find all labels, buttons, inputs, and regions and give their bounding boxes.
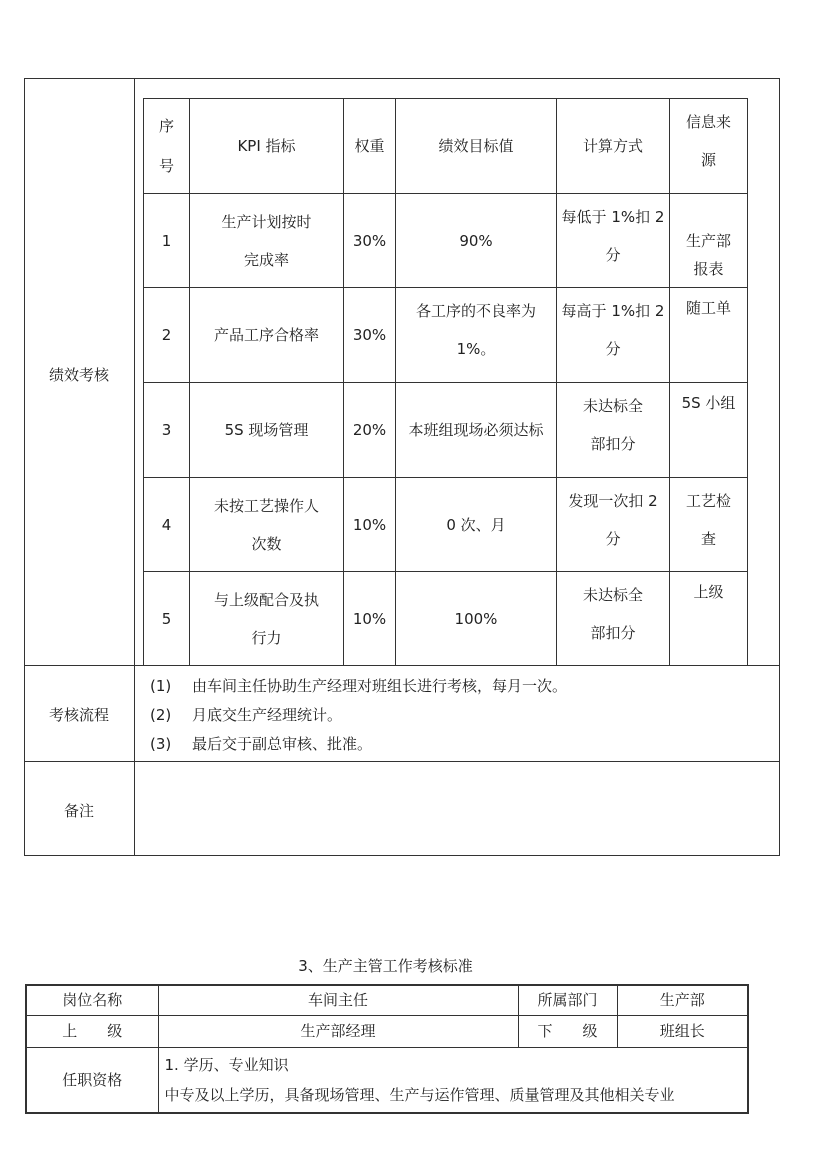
cell-target: 0 次、月 <box>396 478 557 572</box>
table-row <box>144 288 748 383</box>
header-no: 序号 <box>144 99 190 194</box>
table-row <box>26 1015 748 1047</box>
row-label-performance: 绩效考核 <box>48 366 109 384</box>
item-number: (2) <box>150 706 172 724</box>
kpi-table <box>143 98 748 666</box>
process-item <box>150 730 567 759</box>
process-item <box>150 672 567 701</box>
cell-kpi: 未按工艺操作人次数 <box>190 478 344 572</box>
cell-no: 1 <box>144 194 190 288</box>
cell-value: 班组长 <box>617 1015 748 1047</box>
cell-weight: 30% <box>344 288 396 383</box>
table-row <box>26 1047 748 1113</box>
cell-calc: 每低于 1%扣 2 分 <box>557 194 670 288</box>
table-row <box>144 572 748 666</box>
cell-label: 岗位名称 <box>26 985 158 1015</box>
cell-target: 本班组现场必须达标 <box>396 383 557 478</box>
cell-source: 5S 小组 <box>670 383 748 478</box>
table-header-row <box>144 99 748 194</box>
section-title: 3、生产主管工作考核标准 <box>298 957 473 975</box>
cell-calc: 未达标全部扣分 <box>557 572 670 666</box>
cell-no: 5 <box>144 572 190 666</box>
cell-kpi: 产品工序合格率 <box>190 288 344 383</box>
cell-weight: 20% <box>344 383 396 478</box>
cell-weight: 30% <box>344 194 396 288</box>
header-target: 绩效目标值 <box>396 99 557 194</box>
cell-calc: 每高于 1%扣 2 分 <box>557 288 670 383</box>
cell-source: 生产部报表 <box>670 194 748 288</box>
cell-target: 100% <box>396 572 557 666</box>
cell-target: 各工序的不良率为 1%。 <box>396 288 557 383</box>
cell-value: 车间主任 <box>158 985 518 1015</box>
cell-value: 生产部 <box>617 985 748 1015</box>
cell-target: 90% <box>396 194 557 288</box>
process-item <box>150 701 567 730</box>
cell-weight: 10% <box>344 478 396 572</box>
cell-calc: 未达标全部扣分 <box>557 383 670 478</box>
table-row <box>144 383 748 478</box>
cell-label: 上 级 <box>26 1015 158 1047</box>
header-source: 信息来源 <box>670 99 748 194</box>
cell-weight: 10% <box>344 572 396 666</box>
cell-value: 生产部经理 <box>158 1015 518 1047</box>
qual-line: 中专及以上学历，具备现场管理、生产与运作管理、质量管理及其他相关专业 <box>164 1085 675 1104</box>
cell-kpi: 5S 现场管理 <box>190 383 344 478</box>
cell-no: 4 <box>144 478 190 572</box>
process-list <box>150 672 567 759</box>
row-label-process: 考核流程 <box>48 706 109 724</box>
item-text: 由车间主任协助生产经理对班组长进行考核，每月一次。 <box>192 677 568 695</box>
item-text: 月底交生产经理统计。 <box>192 706 343 724</box>
cell-no: 2 <box>144 288 190 383</box>
table-row <box>26 985 748 1015</box>
cell-kpi: 与上级配合及执行力 <box>190 572 344 666</box>
table-row <box>144 194 748 288</box>
cell-label: 所属部门 <box>518 985 617 1015</box>
item-text: 最后交于副总审核、批准。 <box>192 735 373 753</box>
cell-label: 任职资格 <box>26 1047 158 1113</box>
header-calc: 计算方式 <box>557 99 670 194</box>
cell-label: 下 级 <box>518 1015 617 1047</box>
qualification-cell <box>158 1047 748 1113</box>
qual-line: 1. 学历、专业知识 <box>164 1055 289 1074</box>
item-number: (3) <box>150 735 172 753</box>
item-number: (1) <box>150 677 172 695</box>
cell-no: 3 <box>144 383 190 478</box>
cell-kpi: 生产计划按时完成率 <box>190 194 344 288</box>
cell-source: 上级 <box>670 572 748 666</box>
divider <box>24 761 780 762</box>
header-kpi: KPI 指标 <box>190 99 344 194</box>
row-label-notes: 备注 <box>63 802 94 820</box>
table-row <box>144 478 748 572</box>
cell-source: 随工单 <box>670 288 748 383</box>
position-table <box>25 984 749 1114</box>
header-weight: 权重 <box>344 99 396 194</box>
cell-calc: 发现一次扣 2 分 <box>557 478 670 572</box>
cell-source: 工艺检查 <box>670 478 748 572</box>
divider <box>134 78 135 856</box>
